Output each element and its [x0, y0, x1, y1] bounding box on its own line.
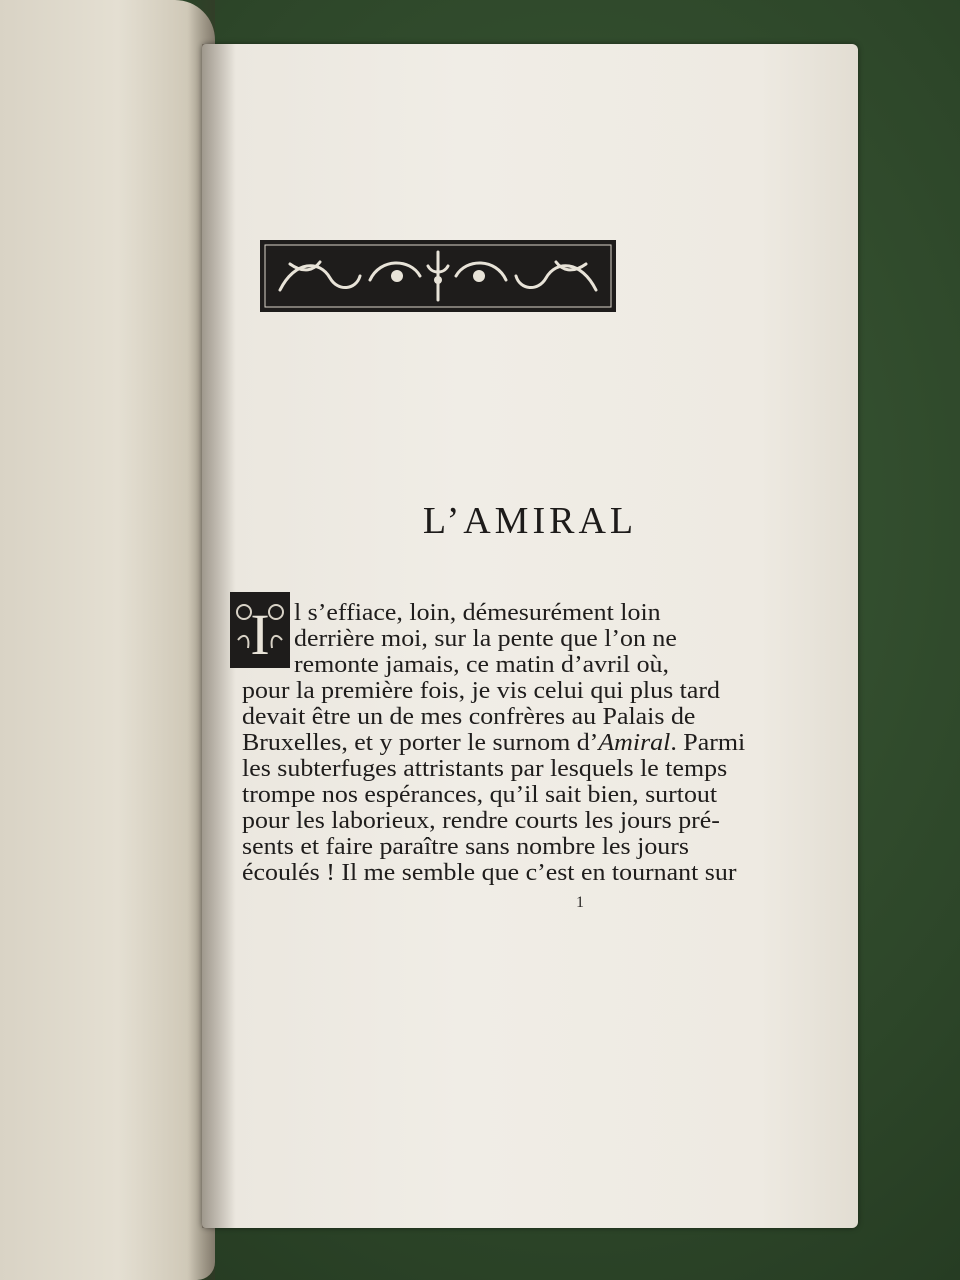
- text-line: les subterfuges attristants par lesquels le temps: [242, 756, 728, 782]
- chapter-title: L’AMIRAL: [422, 500, 638, 542]
- text-line: trompe nos espérances, qu’il sait bien, surtout: [242, 782, 718, 808]
- italic-word: Amiral: [598, 730, 671, 756]
- right-page: [202, 44, 858, 1228]
- headpiece-ornament: [260, 240, 616, 312]
- left-page: [0, 0, 215, 1280]
- text-line: remonte jamais, ce matin d’avril où,: [294, 652, 669, 678]
- text-line: Bruxelles, et y porter le surnom d’Amiral. Parmi: [242, 730, 746, 756]
- page-number: 1: [576, 894, 584, 911]
- drop-cap-letter: I: [250, 602, 270, 667]
- text-line: derrière moi, sur la pente que l’on ne: [294, 626, 677, 652]
- text-line: pour la première fois, je vis celui qui plus tard: [242, 678, 720, 704]
- decorative-initial: [230, 592, 290, 668]
- text-line: pour les laborieux, rendre courts les jours pré-: [242, 808, 720, 834]
- text-line: écoulés ! Il me semble que c’est en tournant sur: [242, 860, 737, 886]
- text-line: l s’effiace, loin, démesurément loin: [294, 600, 661, 626]
- text-line: devait être un de mes confrères au Palais de: [242, 704, 696, 730]
- text-line: sents et faire paraître sans nombre les jours: [242, 834, 689, 860]
